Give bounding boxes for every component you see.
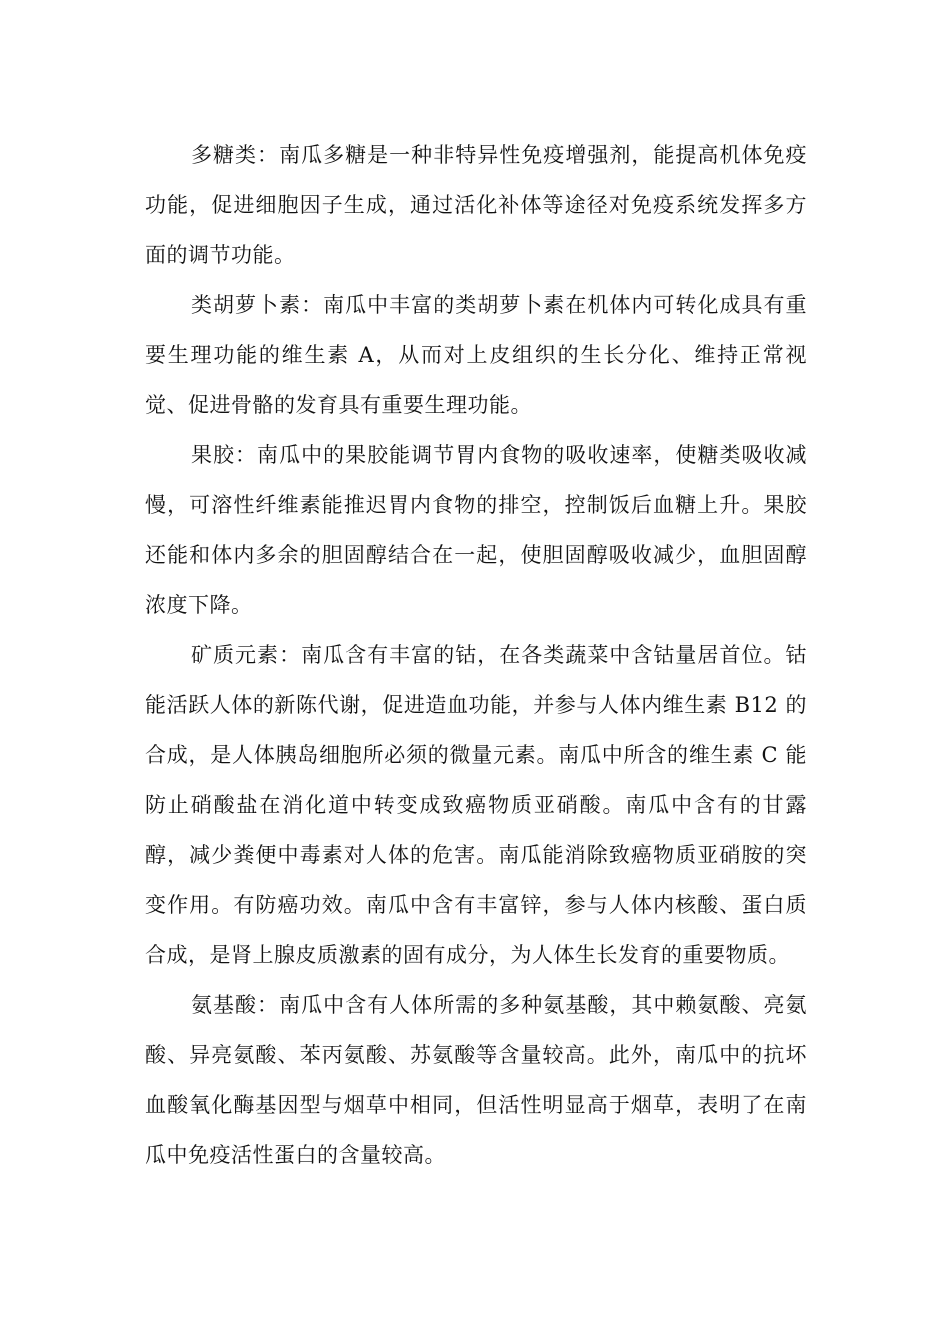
paragraph-amino-acids: 氨基酸：南瓜中含有人体所需的多种氨基酸，其中赖氨酸、亮氨酸、异亮氨酸、苯丙氨酸、苏氨酸等含量较高。此外，南瓜中的抗坏血酸氧化酶基因型与烟草中相同，但活性明显高于烟草，表明了在南瓜中免疫活性蛋白的含量较高。 [145,993,807,1167]
paragraph-polysaccharides: 多糖类：南瓜多糖是一种非特异性免疫增强剂，能提高机体免疫功能，促进细胞因子生成，通过活化补体等途径对免疫系统发挥多方面的调节功能。 [145,143,807,267]
document-body [145,130,807,1180]
paragraph-minerals: 矿质元素：南瓜含有丰富的钴，在各类蔬菜中含钴量居首位。钴能活跃人体的新陈代谢，促进造血功能，并参与人体内维生素 B12 的合成，是人体胰岛细胞所必须的微量元素。南瓜中所含的维生素 C 能防止硝酸盐在消化道中转变成致癌物质亚硝酸。南瓜中含有的甘露醇，减少粪便中毒素对人体的危害。南瓜能消除致癌物质亚硝胺的突变作用。有防癌功效。南瓜中含有丰富锌，参与人体内核酸、蛋白质合成，是肾上腺皮质激素的固有成分，为人体生长发育的重要物质。 [145,643,807,967]
paragraph-pectin: 果胶：南瓜中的果胶能调节胃内食物的吸收速率，使糖类吸收减慢，可溶性纤维素能推迟胃内食物的排空，控制饭后血糖上升。果胶还能和体内多余的胆固醇结合在一起，使胆固醇吸收减少，血胆固醇浓度下降。 [145,443,807,617]
paragraph-carotenoids: 类胡萝卜素：南瓜中丰富的类胡萝卜素在机体内可转化成具有重要生理功能的维生素 A，从而对上皮组织的生长分化、维持正常视觉、促进骨骼的发育具有重要生理功能。 [145,293,807,417]
